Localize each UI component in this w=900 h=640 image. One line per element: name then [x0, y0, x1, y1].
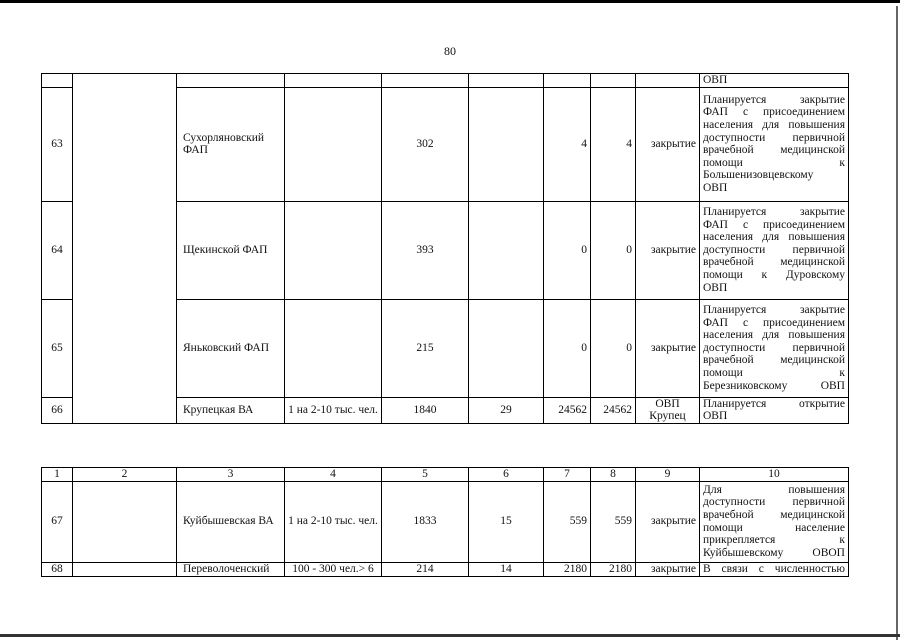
population-cell: 214 [382, 562, 469, 576]
population-cell: 1840 [382, 397, 469, 423]
note-line: помощи к [703, 366, 845, 379]
value-col6 [469, 299, 544, 397]
note-line: ФАП с присоединением [703, 106, 845, 119]
value-col6 [469, 87, 544, 201]
facility-name: Переволоченский [177, 562, 285, 576]
page-top-border [0, 0, 900, 3]
note-cell [700, 562, 849, 576]
note-line: врачебной медицинской [703, 144, 845, 157]
note-cell: ОВП [700, 74, 849, 88]
note-line: врачебной медицинской [703, 256, 845, 269]
page-bottom-border [0, 634, 900, 637]
note-line-last: Куйбышевскому ОВОП [703, 546, 845, 559]
column-header: 8 [591, 468, 636, 482]
page-right-edge [896, 6, 898, 640]
column-header: 2 [73, 468, 177, 482]
value-col7: 2180 [544, 562, 591, 576]
note-line: доступности первичной [703, 341, 845, 354]
facilities-table-continued [41, 73, 849, 424]
note-line: помощи население [703, 521, 845, 534]
row-number: 63 [42, 87, 73, 201]
column-header: 1 [42, 468, 73, 482]
region-cell [73, 74, 177, 424]
region-cell [73, 562, 177, 576]
value-col8: 24562 [591, 397, 636, 423]
note-line: населения для повышения [703, 329, 845, 342]
action-cell: закрытие [636, 201, 700, 299]
note-line: Для повышения [703, 483, 845, 496]
column-header: 9 [636, 468, 700, 482]
page-number: 80 [444, 44, 456, 58]
note-line-last: ОВП [703, 281, 728, 294]
note-line-last: В связи с численностью [703, 562, 845, 575]
norm-cell [285, 87, 382, 201]
value-col6: 15 [469, 481, 544, 562]
row-number: 65 [42, 299, 73, 397]
facility-name: Куйбышевская ВА [177, 481, 285, 562]
norm-cell [285, 201, 382, 299]
action-cell: закрытие [636, 87, 700, 201]
population-cell: 1833 [382, 481, 469, 562]
note-line: доступности первичной [703, 496, 845, 509]
norm-cell [285, 299, 382, 397]
value-col7: 24562 [544, 397, 591, 423]
row-number: 67 [42, 481, 73, 562]
note-cell [700, 201, 849, 299]
value-col6: 29 [469, 397, 544, 423]
facility-name: Яньковский ФАП [177, 299, 285, 397]
column-header: 7 [544, 468, 591, 482]
note-line: доступности первичной [703, 131, 845, 144]
note-line: Планируется закрытие [703, 206, 845, 219]
note-line-last: ОВП [703, 181, 728, 194]
population-cell: 393 [382, 201, 469, 299]
column-header: 10 [700, 468, 849, 482]
facility-name: Щекинской ФАП [177, 201, 285, 299]
note-line: Планируется закрытие [703, 304, 845, 317]
norm-cell: 1 на 2-10 тыс. чел. [285, 481, 382, 562]
note-line: Планируется закрытие [703, 93, 845, 106]
value-col7: 0 [544, 201, 591, 299]
note-line: Большенизовцевскому [703, 169, 814, 182]
note-cell [700, 87, 849, 201]
note-line: врачебной медицинской [703, 354, 845, 367]
note-line-last: Березниковскому ОВП [703, 379, 845, 392]
population-cell: 215 [382, 299, 469, 397]
value-col6 [469, 201, 544, 299]
note-line: ФАП с присоединением [703, 316, 845, 329]
note-line: помощи к [703, 156, 845, 169]
value-col7: 0 [544, 299, 591, 397]
action-cell: ОВП Крупец [636, 397, 700, 423]
region-cell [73, 481, 177, 562]
note-line: ФАП с присоединением [703, 218, 845, 231]
column-header: 6 [469, 468, 544, 482]
note-line: населения для повышения [703, 231, 845, 244]
column-header: 5 [382, 468, 469, 482]
column-header: 4 [285, 468, 382, 482]
action-cell: закрытие [636, 481, 700, 562]
note-line-last: ОВП [703, 410, 728, 423]
note-line: доступности первичной [703, 243, 845, 256]
action-cell: закрытие [636, 562, 700, 576]
value-col8: 559 [591, 481, 636, 562]
note-line: Планируется открытие [703, 397, 845, 410]
action-cell: закрытие [636, 299, 700, 397]
column-header: 3 [177, 468, 285, 482]
column-number-header [42, 468, 849, 482]
value-col8: 2180 [591, 562, 636, 576]
value-col7: 4 [544, 87, 591, 201]
value-col8: 4 [591, 87, 636, 201]
table-row-continuation [42, 74, 849, 88]
note-line: врачебной медицинской [703, 509, 845, 521]
note-line: прикрепляется к [703, 534, 845, 547]
row-number: 64 [42, 201, 73, 299]
note-cell [700, 481, 849, 562]
value-col7: 559 [544, 481, 591, 562]
note-line: населения для повышения [703, 118, 845, 131]
note-cell [700, 397, 849, 423]
table-row [42, 562, 849, 576]
norm-cell: 1 на 2-10 тыс. чел. [285, 397, 382, 423]
facility-name: Сухорляновский ФАП [177, 87, 285, 201]
value-col6: 14 [469, 562, 544, 576]
row-number: 66 [42, 397, 73, 423]
facility-name: Крупецкая ВА [177, 397, 285, 423]
table-row [42, 481, 849, 562]
norm-cell: 100 - 300 чел.> 6 [285, 562, 382, 576]
value-col8: 0 [591, 299, 636, 397]
facilities-table-next-page [41, 467, 849, 577]
value-col8: 0 [591, 201, 636, 299]
row-number: 68 [42, 562, 73, 576]
note-cell [700, 299, 849, 397]
note-line: помощи к Дуровскому [703, 268, 845, 281]
population-cell: 302 [382, 87, 469, 201]
